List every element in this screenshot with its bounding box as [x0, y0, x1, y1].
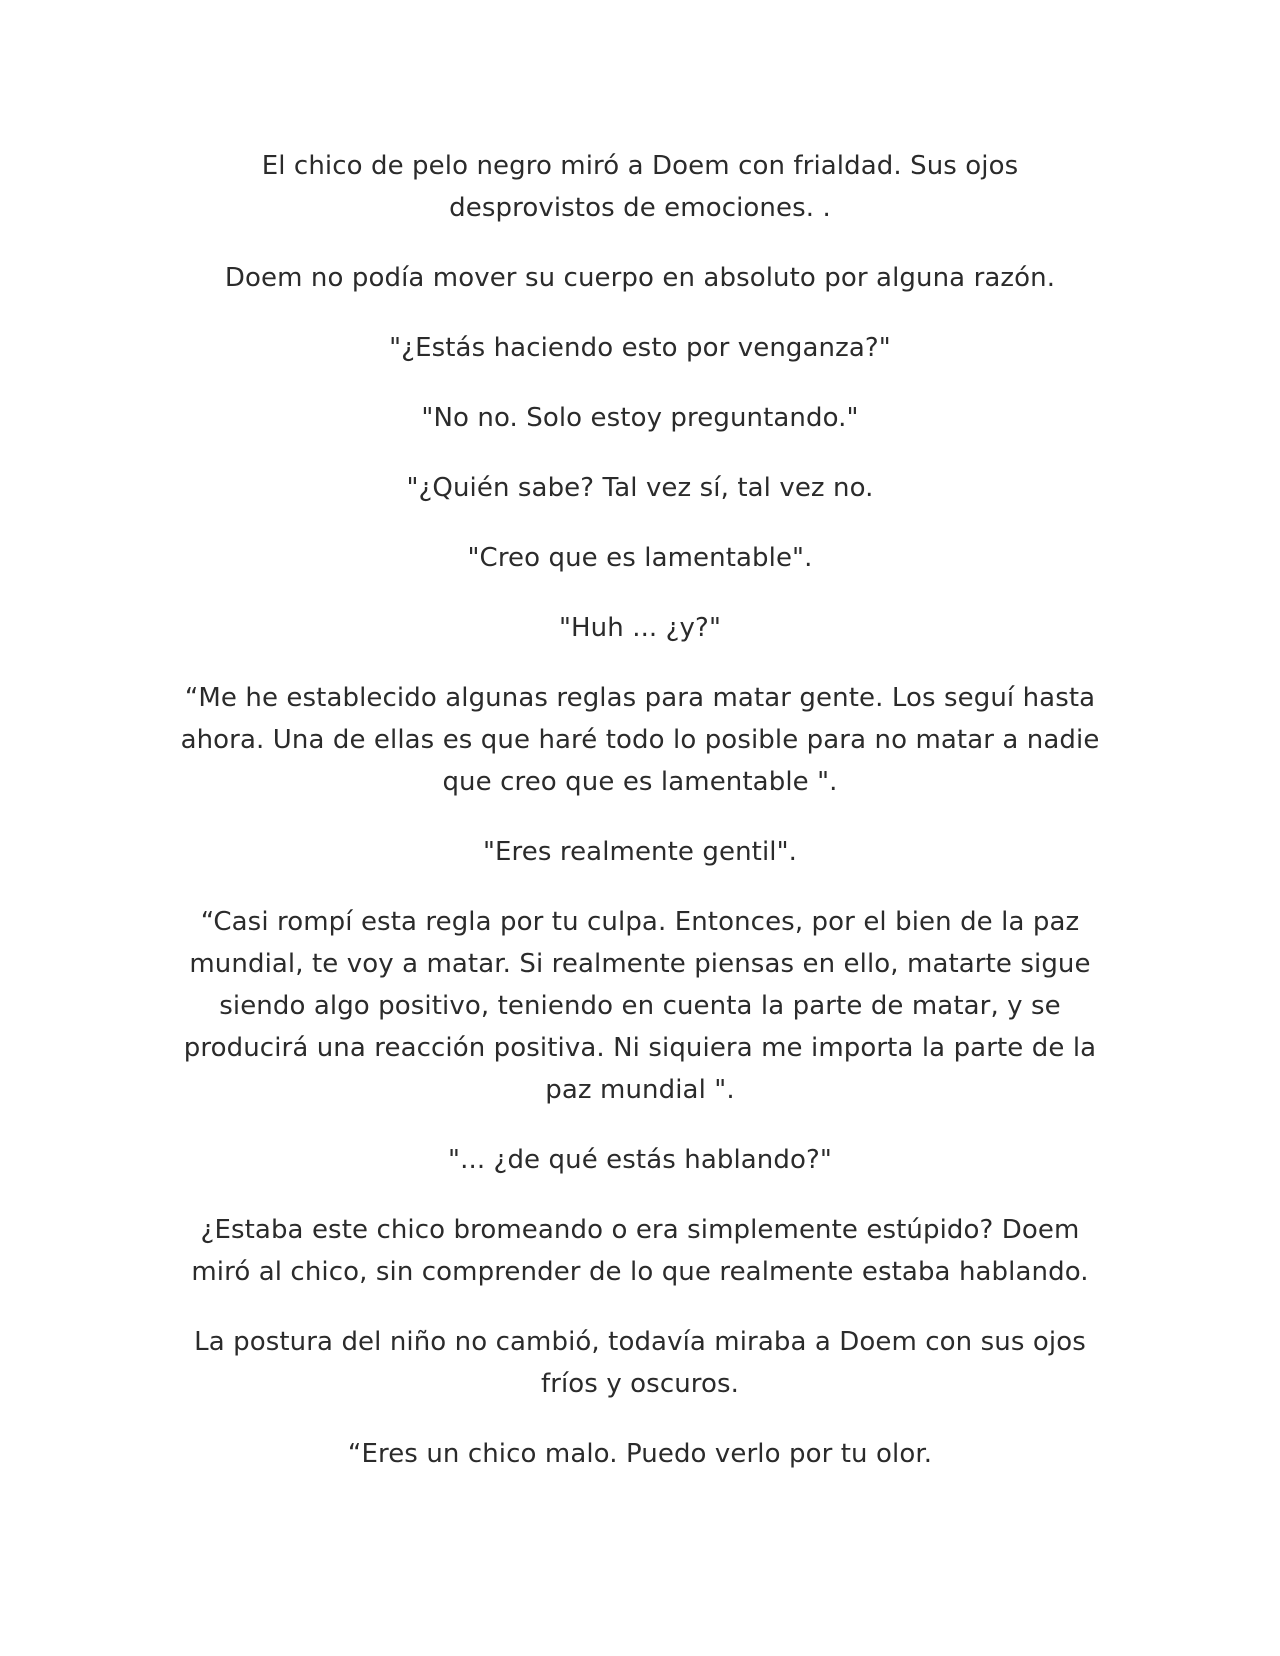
- paragraph: El chico de pelo negro miró a Doem con frialdad. Sus ojos desprovistos de emociones. .: [261, 151, 1019, 223]
- paragraph: "Creo que es lamentable".: [467, 543, 813, 573]
- paragraph: Doem no podía mover su cuerpo en absoluto por alguna razón.: [224, 263, 1056, 293]
- paragraph: “Casi rompí esta regla por tu culpa. Entonces, por el bien de la paz mundial, te voy a matar. Si realmente piensas en ello, matarte sigue siendo algo positivo, teniendo en cuenta la parte de matar, y se producirá una reacción positiva. Ni siquiera me importa la parte de la paz mundial ".: [183, 907, 1097, 1105]
- paragraph: "No no. Solo estoy preguntando.": [421, 403, 859, 433]
- document-body: [180, 145, 1100, 1503]
- paragraph: "... ¿de qué estás hablando?": [448, 1145, 832, 1175]
- paragraph: La postura del niño no cambió, todavía miraba a Doem con sus ojos fríos y oscuros.: [194, 1327, 1086, 1399]
- paragraph: “Me he establecido algunas reglas para matar gente. Los seguí hasta ahora. Una de ellas es que haré todo lo posible para no matar a nadie que creo que es lamentable ".: [180, 683, 1100, 797]
- paragraph: "Eres realmente gentil".: [482, 837, 798, 867]
- paragraph: “Eres un chico malo. Puedo verlo por tu olor.: [347, 1439, 933, 1469]
- paragraph: ¿Estaba este chico bromeando o era simplemente estúpido? Doem miró al chico, sin comprender de lo que realmente estaba hablando.: [191, 1215, 1089, 1287]
- paragraph: "Huh ... ¿y?": [558, 613, 722, 643]
- paragraph: "¿Quién sabe? Tal vez sí, tal vez no.: [406, 473, 874, 503]
- paragraph: "¿Estás haciendo esto por venganza?": [389, 333, 891, 363]
